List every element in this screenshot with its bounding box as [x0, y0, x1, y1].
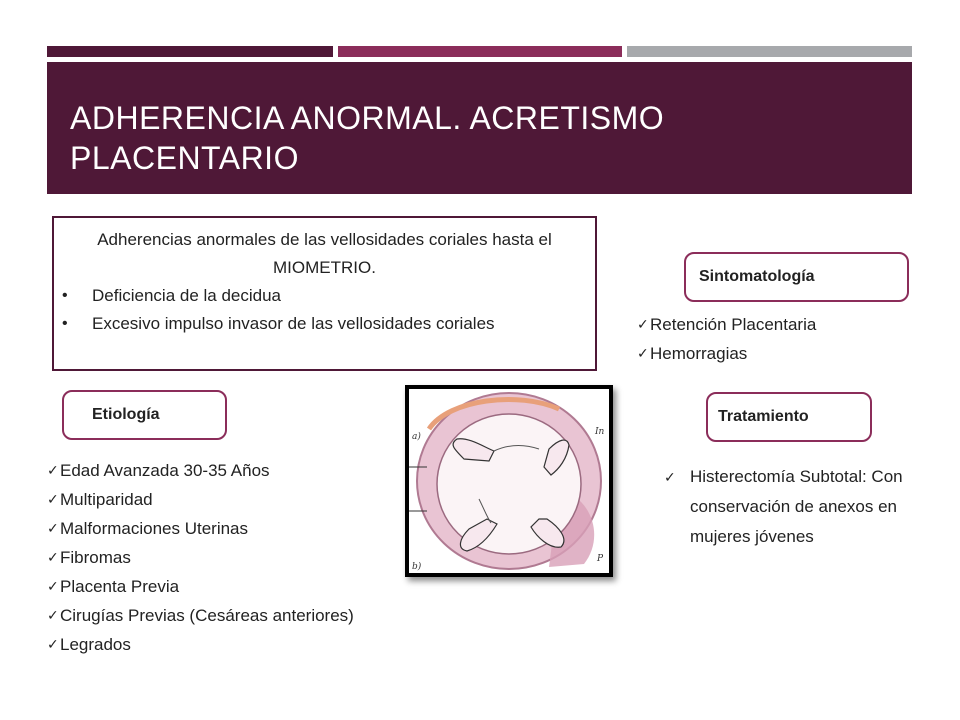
figure-label: In — [595, 427, 605, 437]
item-text: Multiparidad — [60, 490, 153, 509]
item-text: Cirugías Previas (Cesáreas anteriores) — [60, 606, 354, 625]
list-item — [664, 462, 934, 552]
check-icon: ✓ — [47, 491, 59, 507]
uterus-diagram-image — [409, 389, 609, 573]
check-icon: ✓ — [47, 636, 59, 652]
check-icon: ✓ — [637, 316, 649, 332]
check-icon: ✓ — [47, 607, 59, 623]
etiologia-list — [47, 456, 354, 659]
figure-label: P — [597, 554, 604, 564]
accent-strip-3 — [627, 46, 912, 57]
bullet-icon: • — [62, 287, 68, 304]
list-item — [47, 543, 354, 572]
sintomatologia-list — [637, 310, 816, 368]
tratamiento-list — [664, 462, 934, 552]
figure-label: b) — [412, 562, 422, 572]
item-text: Legrados — [60, 635, 131, 654]
item-text: Edad Avanzada 30-35 Años — [60, 461, 270, 480]
list-item — [47, 572, 354, 601]
check-icon: ✓ — [664, 469, 676, 485]
item-text: Fibromas — [60, 548, 131, 567]
check-icon: ✓ — [47, 578, 59, 594]
list-item — [54, 282, 595, 310]
check-icon: ✓ — [47, 462, 59, 478]
item-text: Malformaciones Uterinas — [60, 519, 249, 538]
definition-box — [52, 216, 597, 371]
sintomatologia-label-text: Sintomatología — [699, 268, 815, 285]
list-item — [47, 485, 354, 514]
tratamiento-label — [706, 392, 872, 442]
bullet-text: Deficiencia de la decidua — [92, 286, 282, 305]
list-item — [637, 339, 816, 368]
list-item — [47, 630, 354, 659]
accent-strip-1 — [47, 46, 333, 57]
tratamiento-label-text: Tratamiento — [718, 408, 809, 425]
bullet-text: Excesivo impulso invasor de las vellosidades coriales — [92, 314, 495, 333]
sintomatologia-label — [684, 252, 909, 302]
list-item — [47, 601, 354, 630]
list-item — [47, 456, 354, 485]
item-text: Histerectomía Subtotal: Con conservación de anexos en mujeres jóvenes — [690, 467, 903, 546]
definition-bullets — [54, 282, 595, 338]
check-icon: ✓ — [47, 520, 59, 536]
figure-label: a) — [412, 432, 421, 442]
item-text: Hemorragias — [650, 344, 748, 363]
bullet-icon: • — [62, 315, 68, 332]
item-text: Placenta Previa — [60, 577, 180, 596]
slide-title: ADHERENCIA ANORMAL. ACRETISMO PLACENTARIO — [70, 100, 665, 176]
accent-strip-2 — [338, 46, 622, 57]
list-item — [47, 514, 354, 543]
placenta-illustration — [405, 385, 613, 577]
check-icon: ✓ — [637, 345, 649, 361]
item-text: Retención Placentaria — [650, 315, 817, 334]
list-item — [54, 310, 595, 338]
check-icon: ✓ — [47, 549, 59, 565]
list-item — [637, 310, 816, 339]
etiologia-label — [62, 390, 227, 440]
definition-intro: Adherencias anormales de las vellosidades coriales hasta el MIOMETRIO. — [97, 230, 552, 277]
etiologia-label-text: Etiología — [92, 406, 160, 423]
